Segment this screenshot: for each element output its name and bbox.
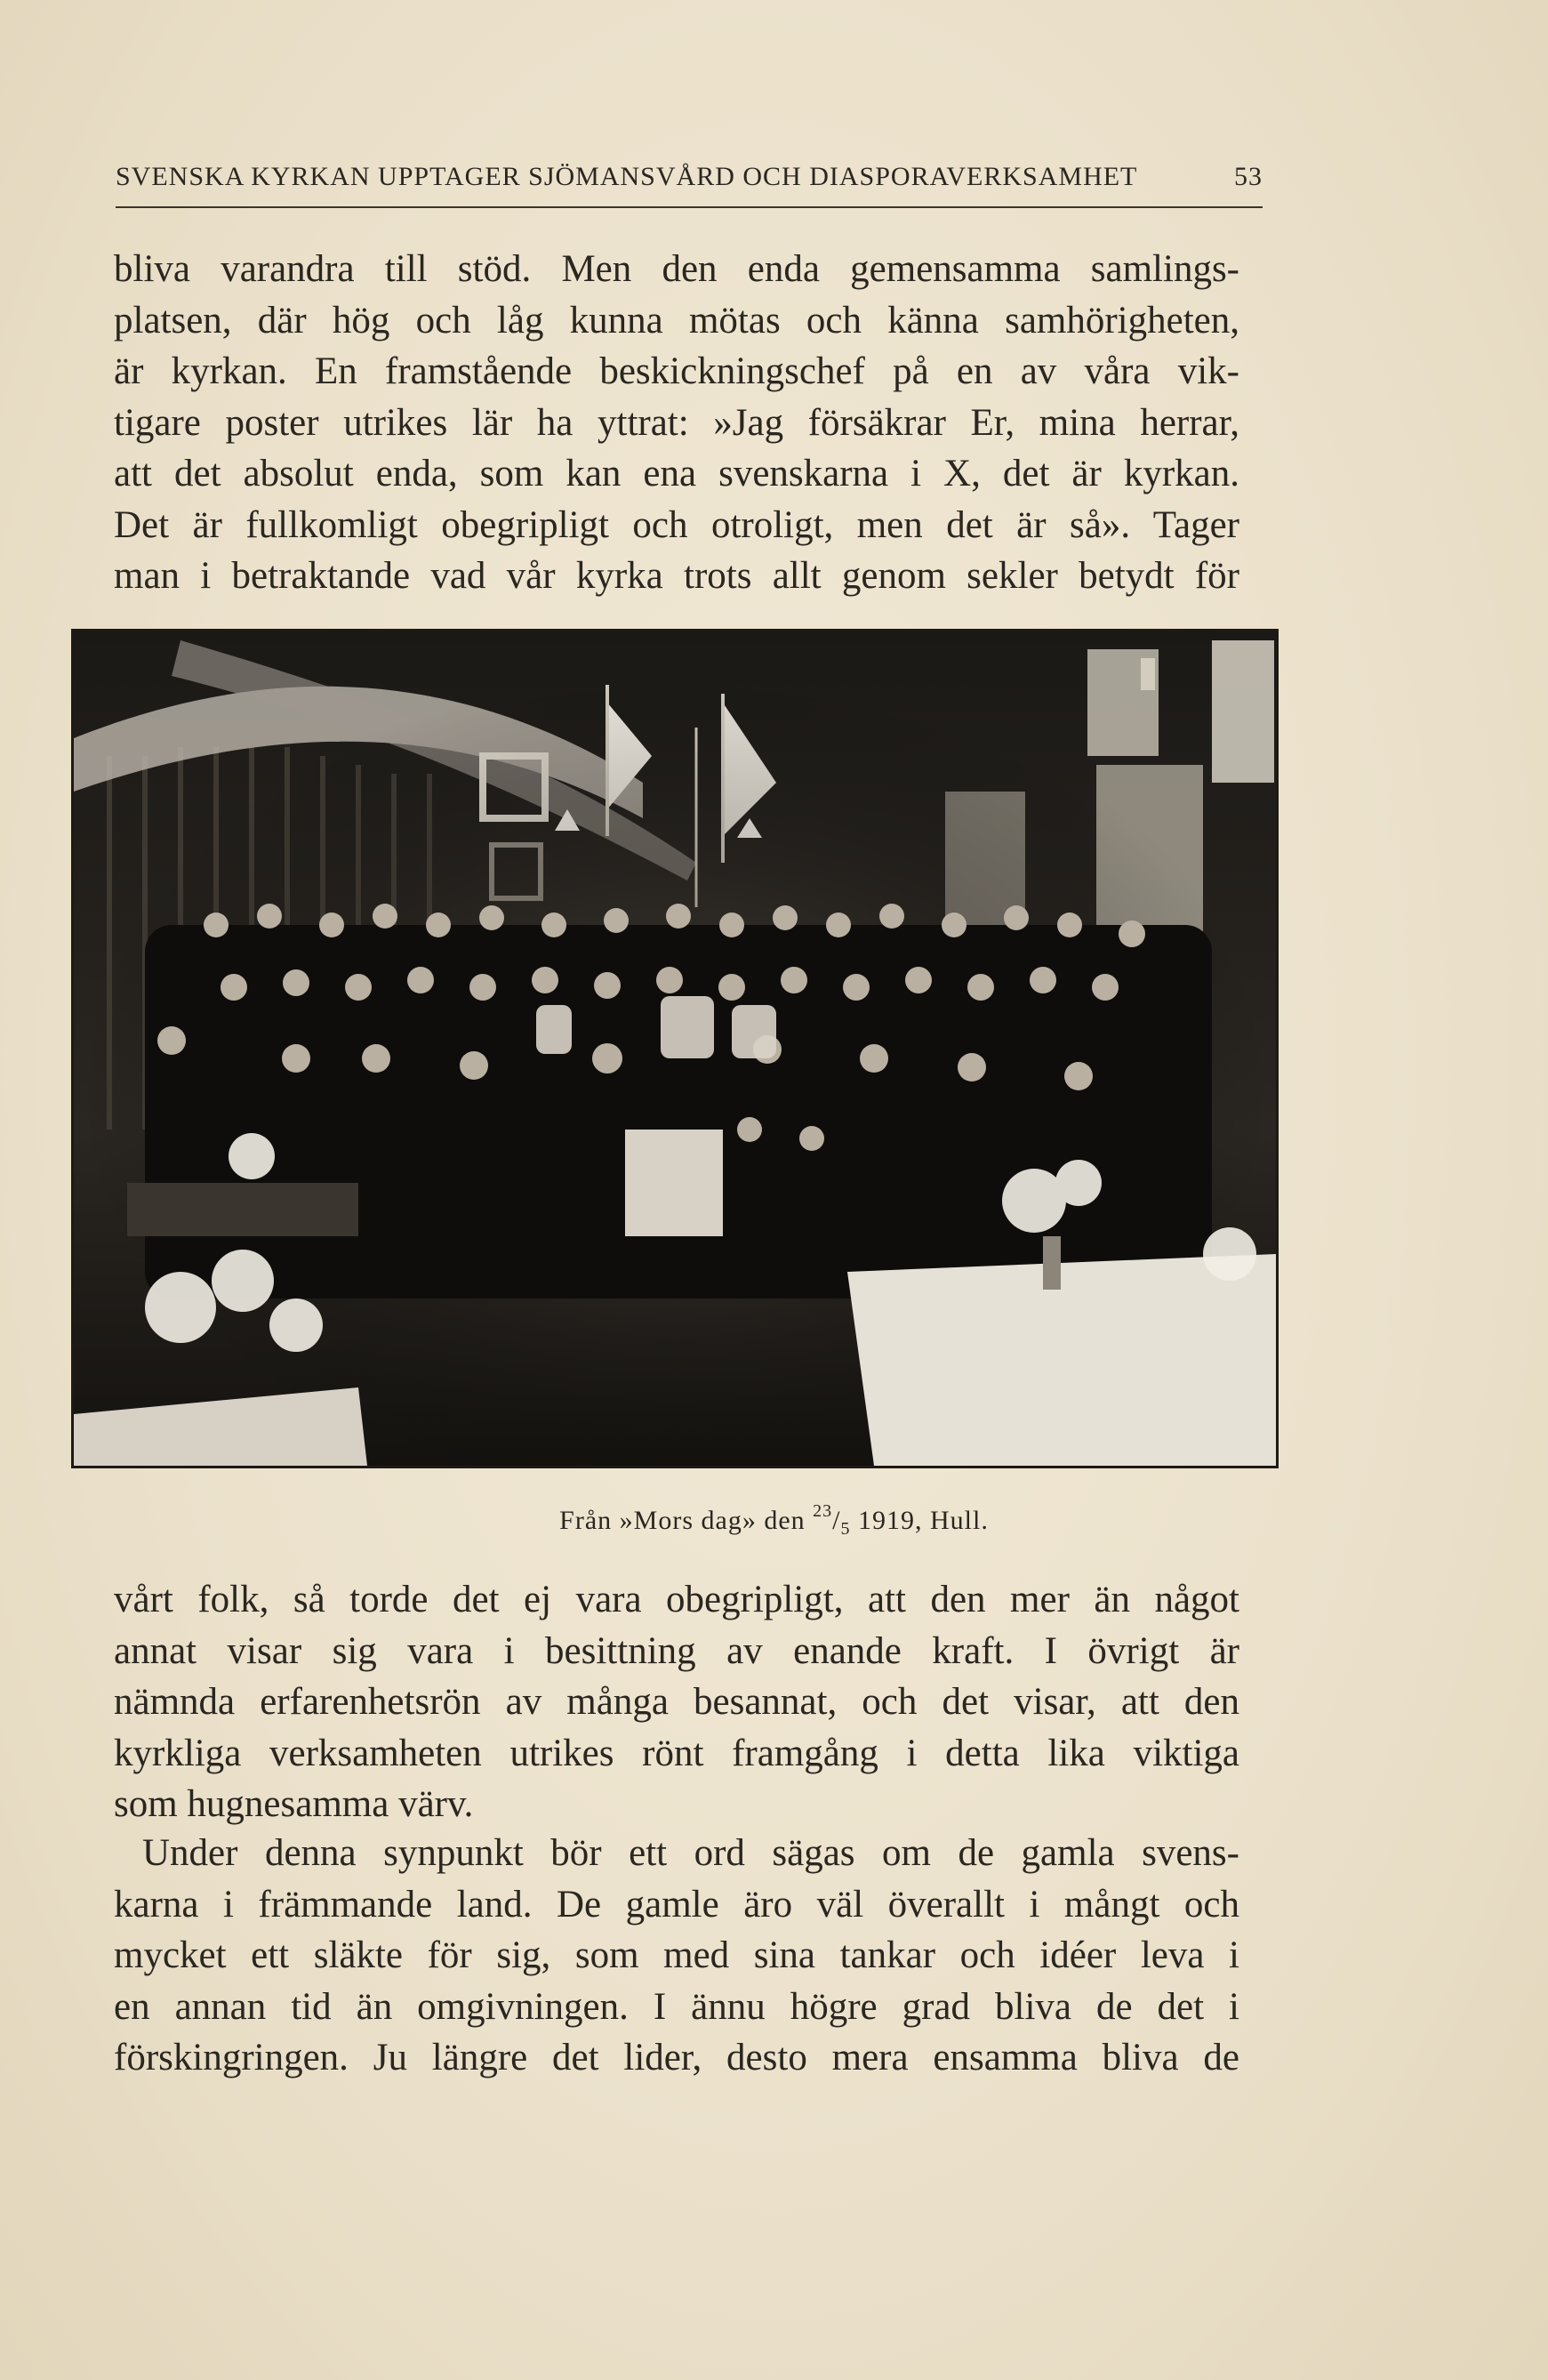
text-line: tigare poster utrikes lär ha yttrat: »Jag försäkrar Er, mina herrar, (114, 401, 1239, 444)
caption-month: 5 (840, 1519, 851, 1539)
table-left (127, 1183, 358, 1236)
text-line: mycket ett släkte för sig, som med sina tankar och idéer leva i (114, 1934, 1239, 1976)
vase (1043, 1236, 1061, 1290)
photo-illustration (74, 631, 1276, 1466)
text-line: annat visar sig vara i besittning av enande kraft. I övrigt är (114, 1629, 1239, 1672)
group-photograph (71, 629, 1279, 1468)
paragraph-top (114, 244, 1239, 602)
caption-prefix: Från »Mors dag» den (559, 1506, 806, 1535)
table-right (847, 1254, 1276, 1466)
page-number: 53 (1234, 162, 1263, 191)
text-line: att det absolut enda, som kan ena svenskarna i X, det är kyrkan. (114, 453, 1239, 494)
text-line: man i betraktande vad vår kyrka trots allt genom sekler betydt för (114, 555, 1239, 597)
text-line: karna i främmande land. De gamle äro väl överallt i mångt och (114, 1883, 1239, 1926)
text-line: Under denna synpunkt bör ett ord sägas om de gamla svens- (142, 1832, 1239, 1874)
text-line: som hugnesamma värv. (114, 1783, 474, 1825)
text-line: vårt folk, så torde det ej vara obegripligt, att den mer än något (114, 1579, 1239, 1620)
header-rule (116, 206, 1263, 208)
running-title: SVENSKA KYRKAN UPPTAGER SJÖMANSVÅRD OCH DIASPORAVERKSAMHET (116, 162, 1138, 191)
text-line: Det är fullkomligt obegripligt och otroligt, men det är så». Tager (114, 503, 1239, 546)
text-line: kyrkliga verksamheten utrikes rönt framgång i detta lika viktiga (114, 1732, 1239, 1774)
text-line: en annan tid än omgivningen. I ännu högre grad bliva de det i (114, 1985, 1239, 2028)
running-header (116, 162, 1263, 192)
text-line: platsen, där hög och låg kunna mötas och känna samhörigheten, (114, 299, 1239, 342)
text-line: förskingringen. Ju längre det lider, desto mera ensamma bliva de (114, 2037, 1239, 2078)
text-line: bliva varandra till stöd. Men den enda gemensamma samlings- (114, 248, 1239, 290)
table-center (625, 1130, 723, 1236)
paragraph-middle (114, 1574, 1239, 1830)
text-line: är kyrkan. En framstående beskickningschef på en av våra vik- (114, 350, 1239, 392)
caption-day: 23 (813, 1501, 833, 1521)
text-line: nämnda erfarenhetsrön av många besannat, och det visar, att den (114, 1681, 1239, 1723)
caption-suffix: 1919, Hull. (857, 1506, 989, 1535)
paragraph-bottom (114, 1828, 1239, 2084)
photo-caption: Från »Mors dag» den $^{23}/_5$ 1919, Hull. (559, 1501, 989, 1539)
